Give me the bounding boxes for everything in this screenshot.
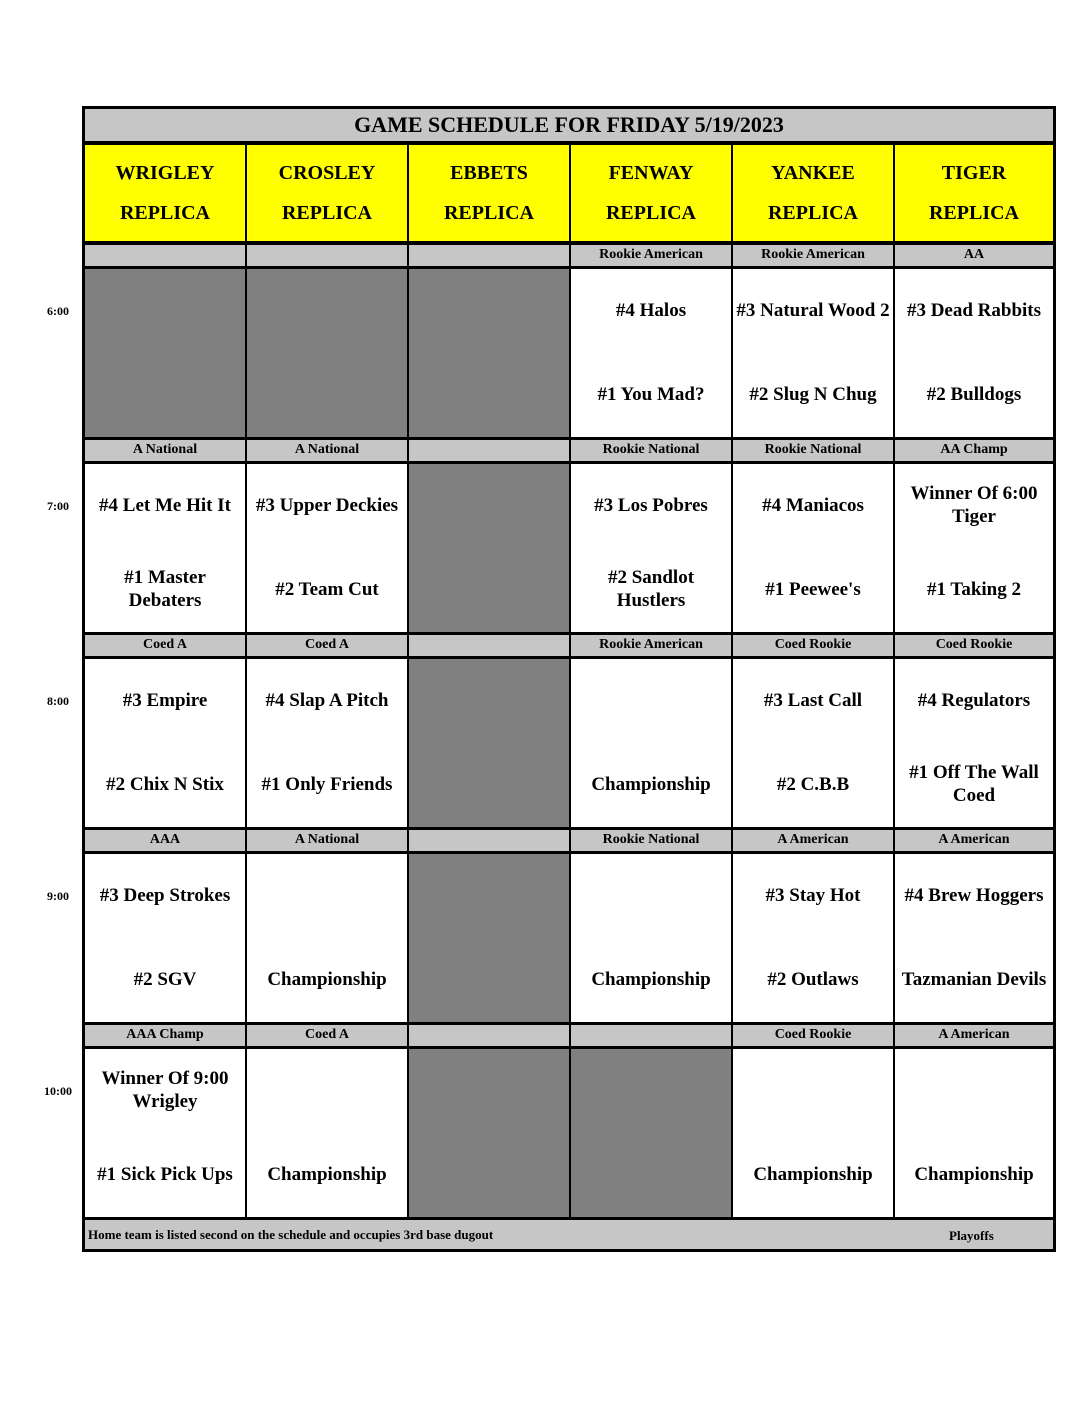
division-label bbox=[409, 245, 569, 266]
game-cell bbox=[895, 269, 1053, 437]
time-label: 7:00 bbox=[47, 499, 69, 513]
division-label: Rookie American bbox=[571, 635, 731, 656]
home-team: #2 Chix N Stix bbox=[85, 743, 245, 827]
game-cell bbox=[247, 659, 407, 827]
division-label: Rookie American bbox=[571, 245, 731, 266]
home-team: Championship bbox=[571, 743, 731, 827]
empty-slot bbox=[571, 1049, 731, 1217]
game-cell bbox=[733, 1049, 893, 1217]
empty-slot bbox=[85, 269, 245, 437]
away-team: #3 Dead Rabbits bbox=[895, 269, 1053, 353]
home-team: #2 Team Cut bbox=[247, 548, 407, 632]
schedule-table bbox=[82, 106, 1056, 1252]
game-cell bbox=[733, 659, 893, 827]
empty-slot bbox=[409, 269, 569, 437]
division-label: AAA Champ bbox=[85, 1025, 245, 1046]
division-label: A American bbox=[895, 830, 1053, 851]
division-label: Coed A bbox=[85, 635, 245, 656]
field-header-tiger bbox=[895, 145, 1053, 241]
time-label: 6:00 bbox=[47, 304, 69, 318]
away-team: #3 Stay Hot bbox=[733, 854, 893, 938]
division-label: AAA bbox=[85, 830, 245, 851]
game-cell bbox=[85, 1049, 245, 1217]
away-team bbox=[733, 1049, 893, 1133]
away-team: #4 Brew Hoggers bbox=[895, 854, 1053, 938]
division-label: A American bbox=[733, 830, 893, 851]
game-cell bbox=[733, 464, 893, 632]
division-label: Rookie National bbox=[571, 440, 731, 461]
division-label: AA Champ bbox=[895, 440, 1053, 461]
division-label: Rookie American bbox=[733, 245, 893, 266]
division-label bbox=[409, 1025, 569, 1046]
division-label bbox=[85, 245, 245, 266]
division-label: Coed Rookie bbox=[733, 1025, 893, 1046]
division-label: A National bbox=[85, 440, 245, 461]
game-cell bbox=[733, 854, 893, 1022]
home-team: Tazmanian Devils bbox=[895, 938, 1053, 1022]
away-team: #4 Halos bbox=[571, 269, 731, 353]
game-cell bbox=[895, 1049, 1053, 1217]
away-team: #3 Upper Deckies bbox=[247, 464, 407, 548]
field-header-crosley bbox=[247, 145, 407, 241]
field-subtitle: REPLICA bbox=[605, 202, 696, 224]
game-cell bbox=[85, 854, 245, 1022]
field-subtitle: REPLICA bbox=[767, 202, 858, 224]
field-name: WRIGLEY bbox=[115, 162, 215, 184]
away-team: #3 Deep Strokes bbox=[85, 854, 245, 938]
field-name: TIGER bbox=[941, 162, 1007, 184]
home-team: #2 Slug N Chug bbox=[733, 353, 893, 437]
game-cell bbox=[85, 464, 245, 632]
division-label: AA bbox=[895, 245, 1053, 266]
field-header-ebbets bbox=[409, 145, 569, 241]
home-team: Championship bbox=[895, 1133, 1053, 1217]
home-team: Championship bbox=[733, 1133, 893, 1217]
game-cell bbox=[571, 659, 731, 827]
field-subtitle: REPLICA bbox=[443, 202, 534, 224]
away-team bbox=[895, 1049, 1053, 1133]
field-name: FENWAY bbox=[608, 162, 694, 184]
away-team: #4 Maniacos bbox=[733, 464, 893, 548]
away-team: Winner Of 6:00 Tiger bbox=[895, 464, 1053, 548]
away-team bbox=[247, 854, 407, 938]
division-label bbox=[409, 635, 569, 656]
home-team: #1 Only Friends bbox=[247, 743, 407, 827]
away-team bbox=[247, 1049, 407, 1133]
division-label bbox=[409, 440, 569, 461]
empty-slot bbox=[409, 464, 569, 632]
division-label: A National bbox=[247, 440, 407, 461]
away-team bbox=[571, 659, 731, 743]
empty-slot bbox=[409, 659, 569, 827]
empty-slot bbox=[409, 1049, 569, 1217]
field-name: EBBETS bbox=[450, 162, 528, 184]
division-label bbox=[571, 1025, 731, 1046]
away-team: #4 Let Me Hit It bbox=[85, 464, 245, 548]
division-label: Coed A bbox=[247, 635, 407, 656]
field-subtitle: REPLICA bbox=[928, 202, 1019, 224]
game-cell bbox=[85, 659, 245, 827]
division-label: Coed A bbox=[247, 1025, 407, 1046]
away-team: #3 Natural Wood 2 bbox=[733, 269, 893, 353]
home-team: Championship bbox=[247, 938, 407, 1022]
away-team bbox=[571, 854, 731, 938]
time-label: 10:00 bbox=[44, 1084, 72, 1098]
home-team: #1 Master Debaters bbox=[85, 548, 245, 632]
empty-slot bbox=[409, 854, 569, 1022]
home-team: #1 Off The Wall Coed bbox=[895, 743, 1053, 827]
field-name: YANKEE bbox=[771, 162, 855, 184]
division-label bbox=[247, 245, 407, 266]
field-name: CROSLEY bbox=[278, 162, 376, 184]
away-team: Winner Of 9:00 Wrigley bbox=[85, 1049, 245, 1133]
home-team: Championship bbox=[247, 1133, 407, 1217]
game-cell bbox=[895, 659, 1053, 827]
home-team: #2 Bulldogs bbox=[895, 353, 1053, 437]
time-label: 9:00 bbox=[47, 889, 69, 903]
division-label bbox=[409, 830, 569, 851]
away-team: #3 Empire bbox=[85, 659, 245, 743]
division-label: Rookie National bbox=[733, 440, 893, 461]
home-team: #1 You Mad? bbox=[571, 353, 731, 437]
home-team: #2 Outlaws bbox=[733, 938, 893, 1022]
away-team: #3 Last Call bbox=[733, 659, 893, 743]
game-cell bbox=[895, 854, 1053, 1022]
away-team: #4 Slap A Pitch bbox=[247, 659, 407, 743]
home-team: #2 Sandlot Hustlers bbox=[571, 548, 731, 632]
footer-playoffs: Playoffs bbox=[949, 1228, 994, 1243]
time-label: 8:00 bbox=[47, 694, 69, 708]
game-cell bbox=[247, 1049, 407, 1217]
home-team: #1 Peewee's bbox=[733, 548, 893, 632]
game-cell bbox=[733, 269, 893, 437]
home-team: #2 SGV bbox=[85, 938, 245, 1022]
field-subtitle: REPLICA bbox=[281, 202, 372, 224]
game-cell bbox=[895, 464, 1053, 632]
away-team: #3 Los Pobres bbox=[571, 464, 731, 548]
division-label: Rookie National bbox=[571, 830, 731, 851]
field-header-wrigley bbox=[85, 145, 245, 241]
division-label: Coed Rookie bbox=[733, 635, 893, 656]
home-team: #2 C.B.B bbox=[733, 743, 893, 827]
division-label: A National bbox=[247, 830, 407, 851]
away-team: #4 Regulators bbox=[895, 659, 1053, 743]
game-cell bbox=[571, 854, 731, 1022]
division-label: A American bbox=[895, 1025, 1053, 1046]
home-team: #1 Taking 2 bbox=[895, 548, 1053, 632]
footer-note: Home team is listed second on the schedule and occupies 3rd base dugout bbox=[85, 1220, 1053, 1249]
field-subtitle: REPLICA bbox=[119, 202, 210, 224]
home-team: Championship bbox=[571, 938, 731, 1022]
game-cell bbox=[571, 269, 731, 437]
field-header-fenway bbox=[571, 145, 731, 241]
game-cell bbox=[247, 464, 407, 632]
empty-slot bbox=[247, 269, 407, 437]
schedule-title: GAME SCHEDULE FOR FRIDAY 5/19/2023 bbox=[85, 109, 1053, 141]
game-cell bbox=[571, 464, 731, 632]
field-header-yankee bbox=[733, 145, 893, 241]
game-cell bbox=[247, 854, 407, 1022]
home-team: #1 Sick Pick Ups bbox=[85, 1133, 245, 1217]
division-label: Coed Rookie bbox=[895, 635, 1053, 656]
